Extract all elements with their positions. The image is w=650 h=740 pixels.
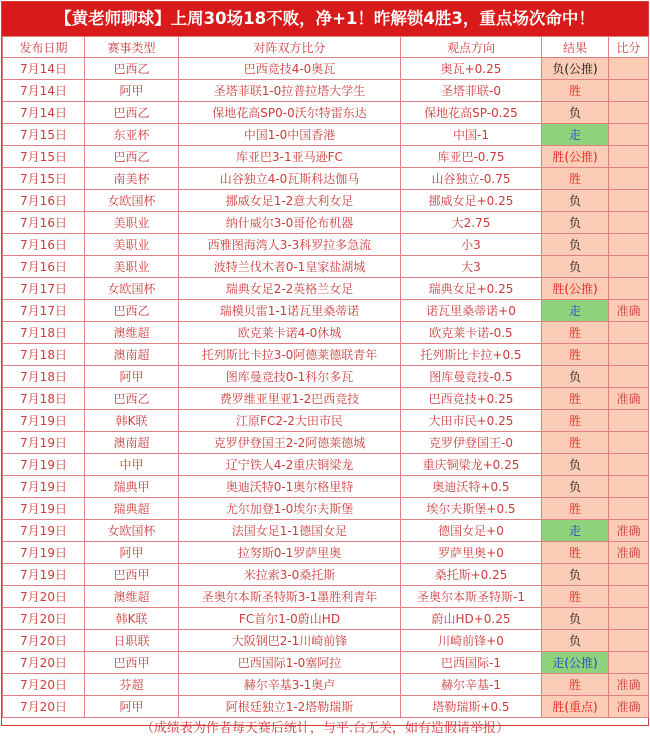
row-league: 澳维超 <box>85 322 179 344</box>
row-view: 奥迪沃特+0.5 <box>401 476 542 498</box>
row-league: 阿甲 <box>85 696 179 718</box>
row-date: 7月20日 <box>3 608 85 630</box>
table-row <box>3 256 649 278</box>
row-date: 7月18日 <box>3 344 85 366</box>
row-result: 负 <box>542 102 609 124</box>
row-accuracy <box>609 432 649 454</box>
row-view: 山谷独立-0.75 <box>401 168 542 190</box>
table-row <box>3 212 649 234</box>
header-view: 观点方向 <box>401 37 542 58</box>
row-accuracy <box>609 586 649 608</box>
row-league: 美职业 <box>85 256 179 278</box>
row-result: 负 <box>542 564 609 586</box>
row-accuracy: 准确 <box>609 542 649 564</box>
row-result: 胜 <box>542 432 609 454</box>
row-match: 圣奥尔本斯圣特斯3-1墨胜利青年 <box>179 586 401 608</box>
row-league: 巴西甲 <box>85 564 179 586</box>
row-league: 美职业 <box>85 212 179 234</box>
row-league: 东亚杯 <box>85 124 179 146</box>
row-accuracy <box>609 344 649 366</box>
row-league: 巴西乙 <box>85 102 179 124</box>
row-view: 圣塔菲联-0 <box>401 80 542 102</box>
table-row <box>3 234 649 256</box>
row-date: 7月20日 <box>3 630 85 652</box>
row-date: 7月17日 <box>3 300 85 322</box>
row-view: 库亚巴-0.75 <box>401 146 542 168</box>
row-accuracy: 准确 <box>609 300 649 322</box>
table-row <box>3 146 649 168</box>
row-league: 女欧国杯 <box>85 190 179 212</box>
row-match: 托列斯比卡拉3-0阿德莱德联青年 <box>179 344 401 366</box>
table-body <box>3 58 649 718</box>
row-league: 巴西乙 <box>85 300 179 322</box>
header-league: 赛事类型 <box>85 37 179 58</box>
row-date: 7月16日 <box>3 234 85 256</box>
row-date: 7月14日 <box>3 58 85 80</box>
footer-note: （成绩表为作者每天赛后统计，与平.台无关，如有造假请举报） <box>140 721 510 736</box>
row-result: 负 <box>542 212 609 234</box>
row-date: 7月14日 <box>3 102 85 124</box>
row-result: 负 <box>542 454 609 476</box>
row-date: 7月19日 <box>3 498 85 520</box>
table-row <box>3 344 649 366</box>
row-accuracy <box>609 256 649 278</box>
row-accuracy <box>609 168 649 190</box>
row-accuracy <box>609 190 649 212</box>
row-accuracy <box>609 564 649 586</box>
row-match: 瑞模贝雷1-1诺瓦里桑蒂诺 <box>179 300 401 322</box>
results-sheet <box>1 1 649 736</box>
row-date: 7月19日 <box>3 542 85 564</box>
row-match: 尤尔加登1-0埃尔夫斯堡 <box>179 498 401 520</box>
row-accuracy <box>609 322 649 344</box>
row-view: 赫尔辛基-1 <box>401 674 542 696</box>
row-view: 克罗伊登国王-0 <box>401 432 542 454</box>
row-result: 负 <box>542 476 609 498</box>
row-result: 胜(重点) <box>542 696 609 718</box>
row-view: 挪威女足+0.25 <box>401 190 542 212</box>
row-accuracy <box>609 124 649 146</box>
row-date: 7月20日 <box>3 586 85 608</box>
row-result: 胜 <box>542 80 609 102</box>
row-result: 胜 <box>542 388 609 410</box>
row-match: 圣塔菲联1-0拉普拉塔大学生 <box>179 80 401 102</box>
row-match: 赫尔辛基3-1奥卢 <box>179 674 401 696</box>
row-view: 瑞典女足+0.25 <box>401 278 542 300</box>
row-league: 巴西甲 <box>85 652 179 674</box>
row-result: 胜 <box>542 322 609 344</box>
row-accuracy <box>609 608 649 630</box>
row-league: 巴西乙 <box>85 58 179 80</box>
row-view: 巴西国际-1 <box>401 652 542 674</box>
table-row <box>3 190 649 212</box>
table-row <box>3 58 649 80</box>
row-view: 圣奥尔本斯圣特斯-1 <box>401 586 542 608</box>
table-row <box>3 608 649 630</box>
row-result: 走 <box>542 124 609 146</box>
row-league: 芬超 <box>85 674 179 696</box>
row-view: 巴西竞技+0.25 <box>401 388 542 410</box>
row-accuracy <box>609 410 649 432</box>
row-match: FC首尔1-0蔚山HD <box>179 608 401 630</box>
row-date: 7月20日 <box>3 652 85 674</box>
table-row <box>3 102 649 124</box>
row-league: 澳南超 <box>85 432 179 454</box>
row-match: 奥迪沃特0-1奥尔格里特 <box>179 476 401 498</box>
row-view: 蔚山HD+0.25 <box>401 608 542 630</box>
table-row <box>3 520 649 542</box>
row-view: 欧克莱卡诺-0.5 <box>401 322 542 344</box>
row-match: 库亚巴3-1亚马逊FC <box>179 146 401 168</box>
row-view: 托列斯比卡拉+0.5 <box>401 344 542 366</box>
row-league: 澳维超 <box>85 586 179 608</box>
row-match: 巴西国际1-0塞阿拉 <box>179 652 401 674</box>
row-result: 走 <box>542 300 609 322</box>
row-view: 德国女足+0 <box>401 520 542 542</box>
row-view: 塔勒瑞斯+0.5 <box>401 696 542 718</box>
row-result: 胜 <box>542 586 609 608</box>
row-accuracy <box>609 652 649 674</box>
row-match: 图库曼竞技0-1科尔多瓦 <box>179 366 401 388</box>
row-view: 埃尔夫斯堡+0.5 <box>401 498 542 520</box>
row-view: 小3 <box>401 234 542 256</box>
results-table <box>2 36 649 718</box>
row-accuracy <box>609 278 649 300</box>
row-view: 桑托斯+0.25 <box>401 564 542 586</box>
row-accuracy <box>609 212 649 234</box>
table-row <box>3 322 649 344</box>
row-view: 诺瓦里桑蒂诺+0 <box>401 300 542 322</box>
row-date: 7月15日 <box>3 168 85 190</box>
row-accuracy <box>609 102 649 124</box>
row-league: 中甲 <box>85 454 179 476</box>
row-result: 负 <box>542 608 609 630</box>
table-row <box>3 542 649 564</box>
row-date: 7月16日 <box>3 190 85 212</box>
row-accuracy: 准确 <box>609 696 649 718</box>
row-date: 7月19日 <box>3 454 85 476</box>
row-match: 保地花高SP0-0沃尔特雷东达 <box>179 102 401 124</box>
row-accuracy <box>609 146 649 168</box>
row-result: 负 <box>542 190 609 212</box>
row-result: 胜 <box>542 674 609 696</box>
row-view: 重庆铜梁龙+0.25 <box>401 454 542 476</box>
row-match: 法国女足1-1德国女足 <box>179 520 401 542</box>
row-view: 大3 <box>401 256 542 278</box>
row-match: 拉努斯0-1罗萨里奥 <box>179 542 401 564</box>
row-league: 澳南超 <box>85 344 179 366</box>
row-date: 7月15日 <box>3 146 85 168</box>
row-league: 巴西乙 <box>85 388 179 410</box>
row-date: 7月19日 <box>3 432 85 454</box>
table-row <box>3 366 649 388</box>
table-row <box>3 410 649 432</box>
row-accuracy <box>609 58 649 80</box>
row-accuracy <box>609 454 649 476</box>
table-row <box>3 388 649 410</box>
row-match: 巴西竞技4-0奥瓦 <box>179 58 401 80</box>
table-row <box>3 630 649 652</box>
row-date: 7月14日 <box>3 80 85 102</box>
row-date: 7月18日 <box>3 388 85 410</box>
row-accuracy <box>609 630 649 652</box>
row-result: 胜 <box>542 542 609 564</box>
row-match: 中国1-0中国香港 <box>179 124 401 146</box>
header-date: 发布日期 <box>3 37 85 58</box>
row-date: 7月19日 <box>3 520 85 542</box>
row-result: 胜 <box>542 498 609 520</box>
row-match: 瑞典女足2-2英格兰女足 <box>179 278 401 300</box>
row-accuracy: 准确 <box>609 520 649 542</box>
row-league: 日职联 <box>85 630 179 652</box>
header-score: 比分 <box>609 37 649 58</box>
row-match: 西雅图海湾人3-3科罗拉多急流 <box>179 234 401 256</box>
row-result: 负 <box>542 234 609 256</box>
banner-title: 【黄老师聊球】上周30场18不败，净+1！昨解锁4胜3，重点场次命中！ <box>2 2 648 36</box>
row-date: 7月15日 <box>3 124 85 146</box>
row-result: 负 <box>542 630 609 652</box>
row-date: 7月19日 <box>3 564 85 586</box>
row-accuracy: 准确 <box>609 388 649 410</box>
row-view: 大田市民+0.25 <box>401 410 542 432</box>
row-result: 胜 <box>542 168 609 190</box>
row-match: 大阪钢巴2-1川崎前锋 <box>179 630 401 652</box>
row-date: 7月18日 <box>3 366 85 388</box>
table-row <box>3 674 649 696</box>
row-result: 胜(公推) <box>542 146 609 168</box>
row-date: 7月16日 <box>3 256 85 278</box>
table-row <box>3 432 649 454</box>
table-row <box>3 498 649 520</box>
row-league: 女欧国杯 <box>85 520 179 542</box>
row-result: 走(公推) <box>542 652 609 674</box>
row-league: 南美杯 <box>85 168 179 190</box>
row-result: 胜(公推) <box>542 278 609 300</box>
header-result: 结果 <box>542 37 609 58</box>
row-result: 胜 <box>542 410 609 432</box>
table-row <box>3 168 649 190</box>
row-match: 米拉索3-0桑托斯 <box>179 564 401 586</box>
row-accuracy <box>609 80 649 102</box>
table-row <box>3 124 649 146</box>
row-match: 克罗伊登国王2-2阿德莱德城 <box>179 432 401 454</box>
row-accuracy <box>609 234 649 256</box>
row-accuracy <box>609 498 649 520</box>
row-match: 山谷独立4-0瓦斯科达伽马 <box>179 168 401 190</box>
header-match: 对阵双方比分 <box>179 37 401 58</box>
row-league: 美职业 <box>85 234 179 256</box>
row-view: 图库曼竞技-0.5 <box>401 366 542 388</box>
table-row <box>3 476 649 498</box>
row-result: 负 <box>542 366 609 388</box>
row-date: 7月18日 <box>3 322 85 344</box>
table-row <box>3 454 649 476</box>
row-view: 中国-1 <box>401 124 542 146</box>
table-row <box>3 300 649 322</box>
row-league: 女欧国杯 <box>85 278 179 300</box>
row-date: 7月16日 <box>3 212 85 234</box>
row-date: 7月20日 <box>3 696 85 718</box>
row-league: 阿甲 <box>85 80 179 102</box>
row-view: 奥瓦+0.25 <box>401 58 542 80</box>
row-accuracy <box>609 366 649 388</box>
row-result: 负 <box>542 256 609 278</box>
row-league: 阿甲 <box>85 542 179 564</box>
row-view: 罗萨里奥+0 <box>401 542 542 564</box>
row-result: 负(公推) <box>542 58 609 80</box>
table-row <box>3 80 649 102</box>
row-league: 阿甲 <box>85 366 179 388</box>
row-match: 波特兰伐木者0-1皇家盐湖城 <box>179 256 401 278</box>
row-view: 保地花高SP-0.25 <box>401 102 542 124</box>
row-view: 大2.75 <box>401 212 542 234</box>
row-match: 江原FC2-2大田市民 <box>179 410 401 432</box>
table-row <box>3 586 649 608</box>
row-date: 7月19日 <box>3 476 85 498</box>
row-league: 瑞典超 <box>85 498 179 520</box>
table-row <box>3 564 649 586</box>
row-view: 川崎前锋+0 <box>401 630 542 652</box>
table-row <box>3 652 649 674</box>
row-match: 辽宁铁人4-2重庆铜梁龙 <box>179 454 401 476</box>
row-league: 瑞典甲 <box>85 476 179 498</box>
table-row <box>3 696 649 718</box>
row-result: 胜 <box>542 344 609 366</box>
row-date: 7月20日 <box>3 674 85 696</box>
row-accuracy <box>609 476 649 498</box>
table-row <box>3 278 649 300</box>
row-league: 韩K联 <box>85 608 179 630</box>
table-header-row <box>3 37 649 58</box>
row-match: 纳什威尔3-0哥伦布机器 <box>179 212 401 234</box>
row-date: 7月19日 <box>3 410 85 432</box>
row-match: 阿根廷独立1-2塔勒瑞斯 <box>179 696 401 718</box>
row-match: 挪威女足1-2意大利女足 <box>179 190 401 212</box>
row-accuracy: 准确 <box>609 674 649 696</box>
row-league: 巴西乙 <box>85 146 179 168</box>
row-league: 韩K联 <box>85 410 179 432</box>
row-result: 走 <box>542 520 609 542</box>
row-match: 欧克莱卡诺4-0休城 <box>179 322 401 344</box>
row-date: 7月17日 <box>3 278 85 300</box>
row-match: 费罗维亚里亚1-2巴西竞技 <box>179 388 401 410</box>
